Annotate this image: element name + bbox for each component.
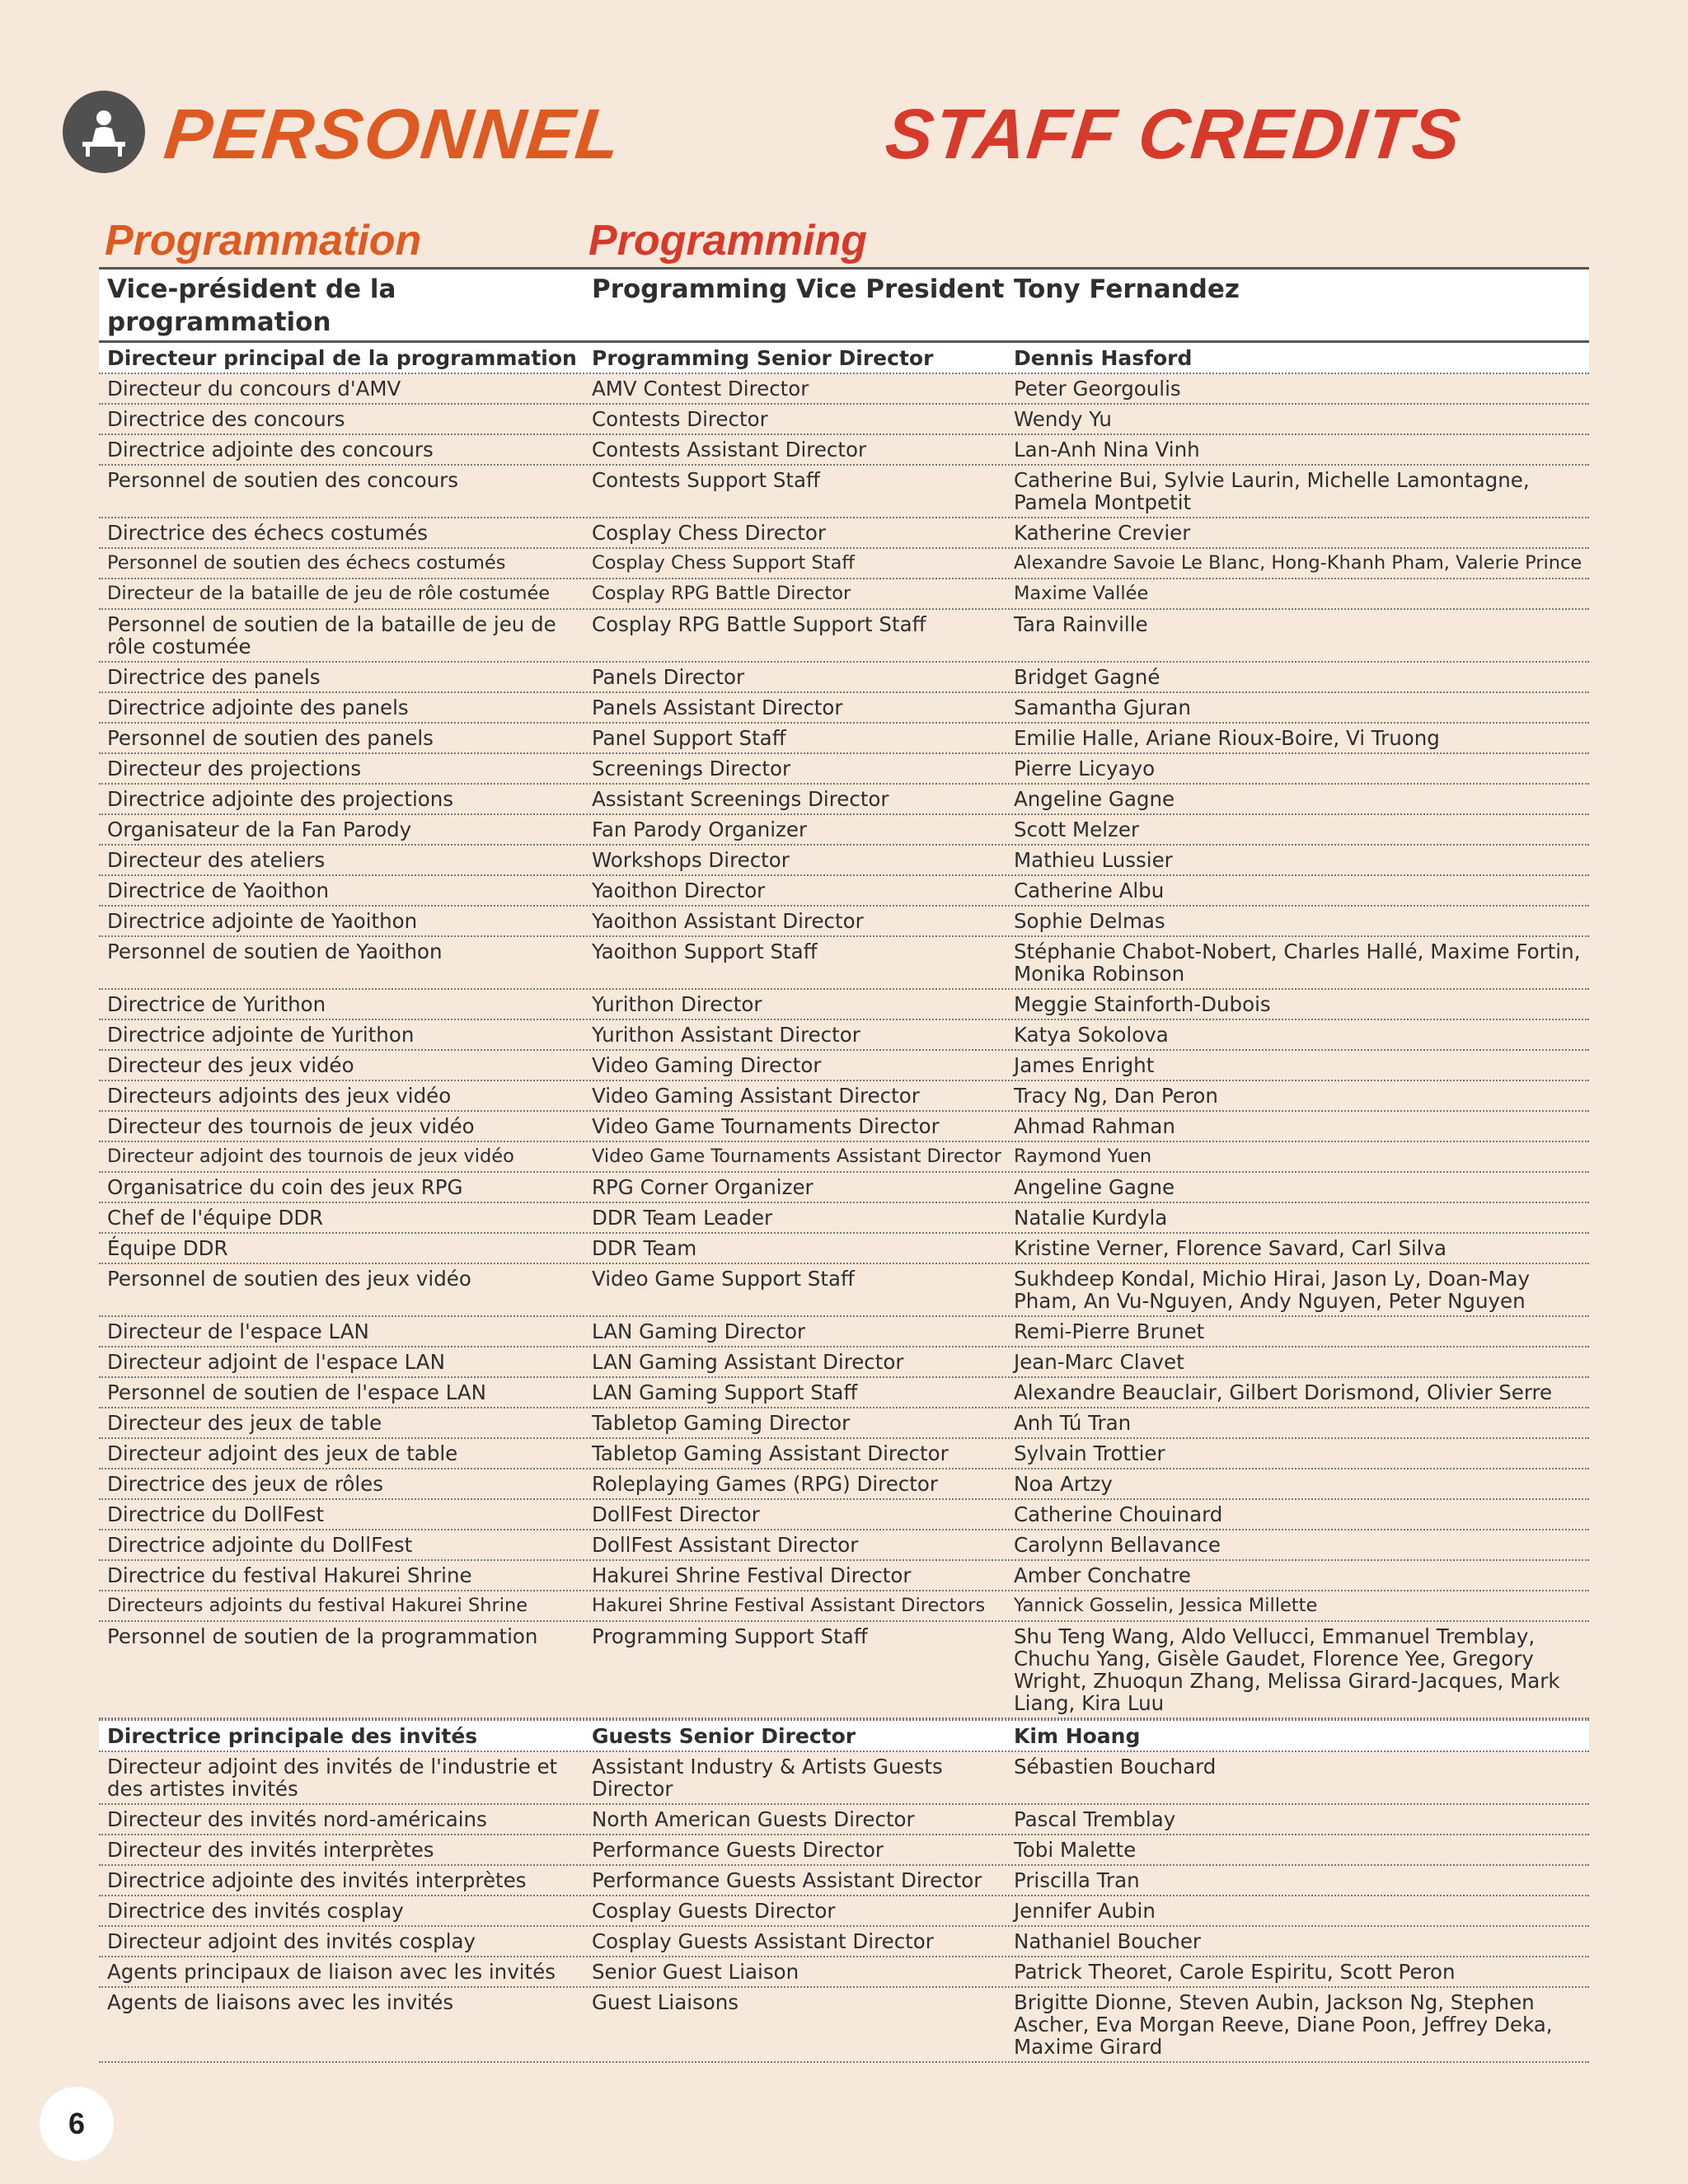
role-en: Yurithon Director <box>592 992 762 1016</box>
role-en: Panels Assistant Director <box>592 696 843 719</box>
staff-name: Sukhdeep Kondal, Michio Hirai, Jason Ly, Doan-May Pham, An Vu-Nguyen, Andy Nguyen, Peter Nguyen <box>1014 1267 1531 1313</box>
role-fr: Directeur de la bataille de jeu de rôle costumée <box>107 583 551 604</box>
credits-row <box>99 1469 1589 1500</box>
staff-name: Catherine Bui, Sylvie Laurin, Michelle Lamontagne, Pamela Montpetit <box>1014 468 1530 514</box>
staff-name: Katherine Crevier <box>1014 521 1191 545</box>
role-fr: Directeur des invités interprètes <box>107 1838 434 1862</box>
staff-name: Meggie Stainforth-Dubois <box>1014 992 1271 1016</box>
role-en: Performance Guests Director <box>592 1838 884 1862</box>
role-fr: Directeur adjoint des jeux de table <box>107 1441 458 1465</box>
staff-name: Kristine Verner, Florence Savard, Carl Silva <box>1014 1236 1447 1260</box>
staff-name: Brigitte Dionne, Steven Aubin, Jackson Ng, Stephen Ascher, Eva Morgan Reeve, Diane Poon, Jeffrey Deka, Maxime Girard <box>1014 1990 1553 2059</box>
credits-row <box>99 1408 1589 1439</box>
staff-name: Nathaniel Boucher <box>1014 1929 1201 1953</box>
role-fr: Directrice de Yaoithon <box>107 879 330 902</box>
credits-row <box>99 693 1589 724</box>
credits-row <box>99 937 1589 990</box>
credits-row <box>99 1081 1589 1112</box>
staff-name: Catherine Chouinard <box>1014 1502 1223 1526</box>
role-fr: Directrice du DollFest <box>107 1502 325 1526</box>
staff-name: Anh Tú Tran <box>1014 1411 1132 1435</box>
person-at-desk-icon <box>63 91 145 173</box>
role-en: DDR Team <box>592 1236 697 1260</box>
credits-table <box>99 267 1589 2063</box>
staff-name: Maxime Vallée <box>1014 583 1149 604</box>
role-fr: Directrice de Yurithon <box>107 992 326 1016</box>
staff-name: Angeline Gagne <box>1014 787 1175 811</box>
credits-row <box>99 1500 1589 1530</box>
role-fr: Directrice adjointe de Yaoithon <box>107 909 418 933</box>
staff-name: Yannick Gosselin, Jessica Millette <box>1014 1595 1318 1616</box>
role-fr: Directeur des jeux vidéo <box>107 1053 354 1077</box>
role-fr: Directeur des projections <box>107 757 362 780</box>
staff-name: Lan-Anh Nina Vinh <box>1014 438 1200 462</box>
role-fr: Directeurs adjoints du festival Hakurei Shrine <box>107 1595 528 1616</box>
role-en: Assistant Screenings Director <box>592 787 889 811</box>
role-en: Video Gaming Assistant Director <box>592 1084 920 1108</box>
role-en: Guests Senior Director <box>592 1724 856 1748</box>
role-en: Yaoithon Assistant Director <box>592 909 864 933</box>
role-fr: Directeur de l'espace LAN <box>107 1319 369 1343</box>
role-en: Contests Director <box>592 407 768 431</box>
role-fr: Directeur des jeux de table <box>107 1411 382 1435</box>
staff-name: Priscilla Tran <box>1014 1868 1140 1892</box>
role-fr: Directeur adjoint des invités de l'industrie et des artistes invités <box>107 1755 558 1801</box>
staff-name: Mathieu Lussier <box>1014 848 1173 872</box>
staff-name: Ahmad Rahman <box>1014 1114 1175 1138</box>
role-fr: Personnel de soutien des jeux vidéo <box>107 1267 471 1291</box>
role-fr: Personnel de soutien de l'espace LAN <box>107 1380 487 1404</box>
role-en: Tabletop Gaming Director <box>592 1411 851 1435</box>
role-en: Video Game Tournaments Director <box>592 1114 940 1138</box>
role-fr: Directeur des invités nord-américains <box>107 1807 487 1831</box>
credits-row <box>99 1591 1589 1622</box>
role-fr: Directeur adjoint des invités cosplay <box>107 1929 476 1953</box>
credits-row <box>99 990 1589 1020</box>
role-en: Video Game Support Staff <box>592 1267 855 1291</box>
credits-row <box>99 1234 1589 1264</box>
role-en: Cosplay Guests Assistant Director <box>592 1929 934 1953</box>
staff-name: Natalie Kurdyla <box>1014 1206 1168 1230</box>
credits-row <box>99 1957 1589 1988</box>
role-fr: Directrice des échecs costumés <box>107 521 428 545</box>
role-fr: Organisateur de la Fan Parody <box>107 818 412 841</box>
role-en: AMV Contest Director <box>592 377 809 401</box>
credits-row <box>99 1112 1589 1142</box>
role-en: Fan Parody Organizer <box>592 818 808 841</box>
credits-row <box>99 1020 1589 1051</box>
role-fr: Organisatrice du coin des jeux RPG <box>107 1175 463 1199</box>
credits-row <box>99 1988 1589 2063</box>
credits-row <box>99 518 1589 549</box>
role-en: Yurithon Assistant Director <box>592 1023 860 1047</box>
role-en: Video Gaming Director <box>592 1053 822 1077</box>
section-title-fr: Programmation <box>105 217 422 265</box>
credits-row <box>99 1142 1589 1173</box>
page-number: 6 <box>40 2087 114 2161</box>
credits-row-vice-president <box>99 269 1589 343</box>
staff-name: Shu Teng Wang, Aldo Vellucci, Emmanuel Tremblay, Chuchu Yang, Gisèle Gaudet, Florence Yee, Gregory Wright, Zhuoqun Zhang, Melissa Girard-Jacques, Mark Liang, Kira Luu <box>1014 1624 1560 1715</box>
staff-name: Tracy Ng, Dan Peron <box>1014 1084 1218 1108</box>
role-fr: Directrice adjointe des panels <box>107 696 409 719</box>
role-en: Contests Support Staff <box>592 468 820 492</box>
staff-name: Patrick Theoret, Carole Espiritu, Scott Peron <box>1014 1960 1456 1984</box>
staff-name: Tobi Malette <box>1014 1838 1137 1862</box>
role-en: Cosplay Chess Director <box>592 521 826 545</box>
staff-name: Jennifer Aubin <box>1014 1899 1156 1923</box>
role-en: Yaoithon Support Staff <box>592 940 818 963</box>
role-en: Screenings Director <box>592 757 791 780</box>
role-fr: Directeur adjoint des tournois de jeux vidéo <box>107 1146 514 1167</box>
staff-name: James Enright <box>1014 1053 1155 1077</box>
credits-row-senior-director <box>99 343 1589 374</box>
staff-name: Raymond Yuen <box>1014 1146 1152 1167</box>
staff-name: Wendy Yu <box>1014 407 1112 431</box>
credits-row <box>99 1264 1589 1317</box>
staff-name: Tony Fernandez <box>1014 274 1240 304</box>
role-fr: Directrice des concours <box>107 407 345 431</box>
role-fr: Personnel de soutien des échecs costumés <box>107 552 506 574</box>
role-fr: Personnel de soutien de la programmation <box>107 1624 538 1648</box>
role-en: DDR Team Leader <box>592 1206 773 1230</box>
staff-name: Dennis Hasford <box>1014 346 1193 370</box>
staff-name: Katya Sokolova <box>1014 1023 1169 1047</box>
staff-name: Tara Rainville <box>1014 612 1148 636</box>
credits-row <box>99 815 1589 846</box>
staff-name: Amber Conchatre <box>1014 1563 1191 1587</box>
role-fr: Directrice adjointe de Yurithon <box>107 1023 415 1047</box>
credits-row <box>99 1866 1589 1896</box>
role-en: Panel Support Staff <box>592 726 786 750</box>
role-en: Cosplay Guests Director <box>592 1899 836 1923</box>
credits-row <box>99 405 1589 435</box>
credits-row <box>99 1927 1589 1957</box>
role-en: Senior Guest Liaison <box>592 1960 799 1984</box>
credits-row <box>99 1347 1589 1378</box>
role-en: North American Guests Director <box>592 1807 915 1831</box>
role-fr: Agents de liaisons avec les invités <box>107 1990 454 2014</box>
credits-row <box>99 1835 1589 1866</box>
page-title-en: STAFF CREDITS <box>881 95 1466 174</box>
role-fr: Directeur principal de la programmation <box>107 346 577 370</box>
credits-row <box>99 907 1589 937</box>
role-fr: Directeurs adjoints des jeux vidéo <box>107 1084 452 1108</box>
role-en: Performance Guests Assistant Director <box>592 1868 982 1892</box>
role-fr: Directeur des ateliers <box>107 848 326 872</box>
role-en: Hakurei Shrine Festival Assistant Directors <box>592 1595 986 1616</box>
staff-name: Carolynn Bellavance <box>1014 1533 1221 1557</box>
role-en: Cosplay Chess Support Staff <box>592 552 855 574</box>
role-fr: Directrice des invités cosplay <box>107 1899 404 1923</box>
credits-row <box>99 1530 1589 1561</box>
role-fr: Directrice du festival Hakurei Shrine <box>107 1563 472 1587</box>
role-en: Video Game Tournaments Assistant Director <box>592 1146 1001 1167</box>
role-fr: Personnel de soutien des panels <box>107 726 434 750</box>
credits-row <box>99 1378 1589 1408</box>
role-en: Cosplay RPG Battle Support Staff <box>592 612 926 636</box>
role-fr: Directeur des tournois de jeux vidéo <box>107 1114 475 1138</box>
credits-row <box>99 1561 1589 1591</box>
staff-name: Catherine Albu <box>1014 879 1165 902</box>
credits-row <box>99 1317 1589 1347</box>
staff-name: Pascal Tremblay <box>1014 1807 1176 1831</box>
role-en: Programming Senior Director <box>592 346 934 370</box>
staff-name: Sophie Delmas <box>1014 909 1165 933</box>
role-en: Programming Support Staff <box>592 1624 868 1648</box>
staff-name: Peter Georgoulis <box>1014 377 1181 401</box>
credits-row <box>99 724 1589 754</box>
role-fr: Vice-président de la programmation <box>107 274 396 337</box>
role-fr: Directeur adjoint de l'espace LAN <box>107 1350 445 1374</box>
role-en: LAN Gaming Assistant Director <box>592 1350 904 1374</box>
staff-name: Samantha Gjuran <box>1014 696 1191 719</box>
role-en: Contests Assistant Director <box>592 438 867 462</box>
role-fr: Personnel de soutien de la bataille de jeu de rôle costumée <box>107 612 556 658</box>
staff-name: Angeline Gagne <box>1014 1175 1175 1199</box>
page-title-fr: PERSONNEL <box>160 95 626 174</box>
credits-row <box>99 435 1589 466</box>
role-en: Roleplaying Games (RPG) Director <box>592 1472 938 1496</box>
credits-row <box>99 1752 1589 1805</box>
role-fr: Agents principaux de liaison avec les invités <box>107 1960 556 1984</box>
credits-row <box>99 876 1589 907</box>
staff-name: Scott Melzer <box>1014 818 1140 841</box>
staff-name: Pierre Licyayo <box>1014 757 1156 780</box>
staff-name: Sylvain Trottier <box>1014 1441 1165 1465</box>
role-fr: Directrice adjointe des concours <box>107 438 434 462</box>
staff-name: Jean-Marc Clavet <box>1014 1350 1184 1374</box>
credits-row <box>99 1203 1589 1234</box>
credits-row <box>99 1051 1589 1081</box>
credits-row <box>99 1896 1589 1927</box>
staff-name: Alexandre Savoie Le Blanc, Hong-Khanh Pham, Valerie Prince <box>1014 552 1582 574</box>
role-en: Workshops Director <box>592 848 790 872</box>
credits-row <box>99 1622 1589 1719</box>
role-en: LAN Gaming Director <box>592 1319 806 1343</box>
credits-row <box>99 610 1589 663</box>
role-en: Yaoithon Director <box>592 879 766 902</box>
role-fr: Directrice principale des invités <box>107 1724 478 1748</box>
role-fr: Directrice adjointe des projections <box>107 787 454 811</box>
role-fr: Chef de l'équipe DDR <box>107 1206 324 1230</box>
role-fr: Directrice adjointe des invités interprètes <box>107 1868 527 1892</box>
credits-row <box>99 374 1589 405</box>
credits-row <box>99 846 1589 876</box>
role-fr: Personnel de soutien de Yaoithon <box>107 940 443 963</box>
staff-name: Kim Hoang <box>1014 1724 1141 1748</box>
role-fr: Équipe DDR <box>107 1236 228 1260</box>
role-fr: Personnel de soutien des concours <box>107 468 459 492</box>
credits-row <box>99 466 1589 518</box>
role-en: RPG Corner Organizer <box>592 1175 814 1199</box>
role-fr: Directrice des panels <box>107 665 321 689</box>
credits-row-guests-senior-director <box>99 1719 1589 1752</box>
section-title-en: Programming <box>588 217 868 265</box>
staff-name: Stéphanie Chabot-Nobert, Charles Hallé, Maxime Fortin, Monika Robinson <box>1014 940 1581 986</box>
role-en: DollFest Assistant Director <box>592 1533 859 1557</box>
credits-row <box>99 785 1589 815</box>
role-en: LAN Gaming Support Staff <box>592 1380 858 1404</box>
role-en: Hakurei Shrine Festival Director <box>592 1563 912 1587</box>
credits-row <box>99 579 1589 610</box>
role-en: Guest Liaisons <box>592 1990 739 2014</box>
staff-name: Noa Artzy <box>1014 1472 1113 1496</box>
staff-name: Sébastien Bouchard <box>1014 1755 1217 1779</box>
role-fr: Directeur du concours d'AMV <box>107 377 401 401</box>
credits-row <box>99 549 1589 579</box>
credits-row <box>99 1805 1589 1835</box>
credits-row <box>99 754 1589 785</box>
credits-row <box>99 1439 1589 1469</box>
staff-name: Remi-Pierre Brunet <box>1014 1319 1205 1343</box>
staff-name: Alexandre Beauclair, Gilbert Dorismond, Olivier Serre <box>1014 1380 1553 1404</box>
staff-name: Emilie Halle, Ariane Rioux-Boire, Vi Truong <box>1014 726 1440 750</box>
role-en: Programming Vice President <box>592 274 1005 304</box>
role-en: Cosplay RPG Battle Director <box>592 583 851 604</box>
role-en: DollFest Director <box>592 1502 760 1526</box>
credits-row <box>99 663 1589 693</box>
credits-row <box>99 1173 1589 1203</box>
role-en: Tabletop Gaming Assistant Director <box>592 1441 949 1465</box>
staff-name: Bridget Gagné <box>1014 665 1160 689</box>
role-en: Assistant Industry & Artists Guests Director <box>592 1755 943 1801</box>
role-en: Panels Director <box>592 665 745 689</box>
role-fr: Directrice des jeux de rôles <box>107 1472 384 1496</box>
role-fr: Directrice adjointe du DollFest <box>107 1533 413 1557</box>
